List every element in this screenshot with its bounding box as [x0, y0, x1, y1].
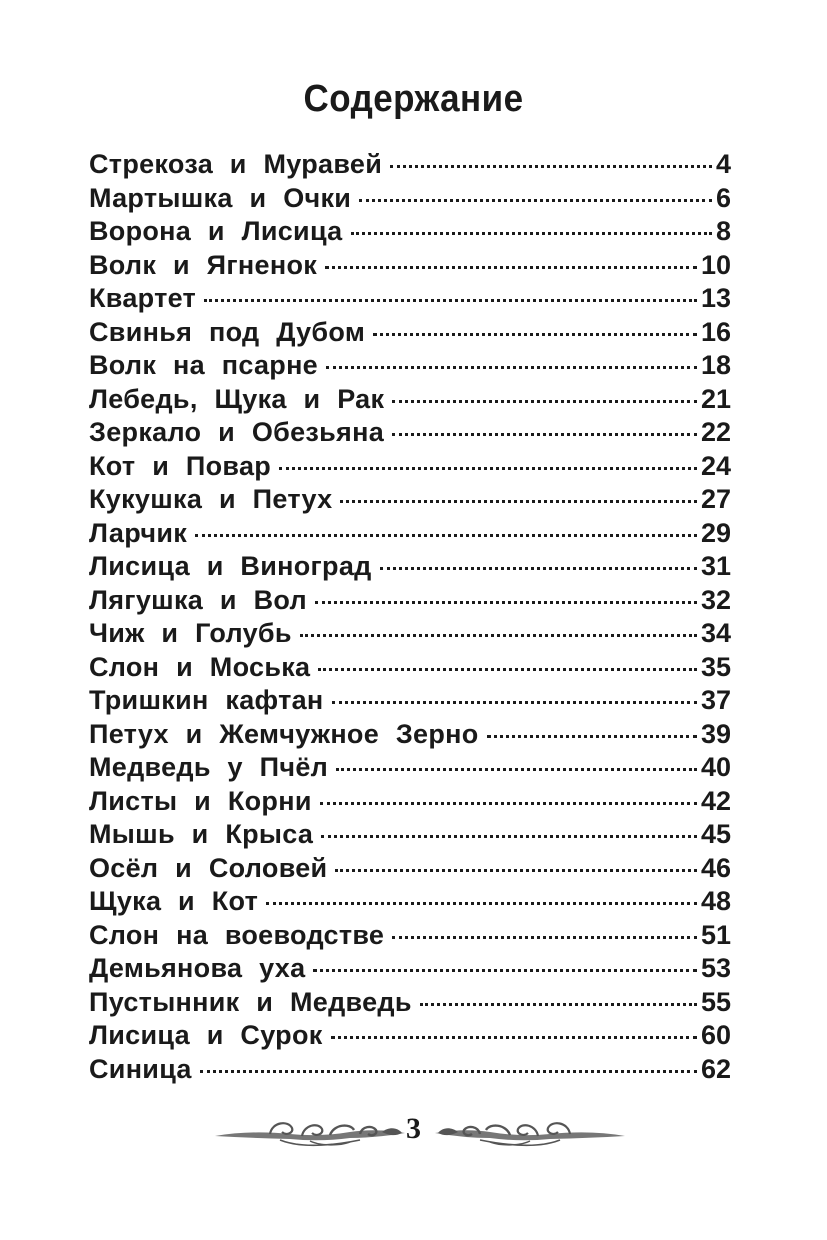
toc-dot-leader [200, 1069, 697, 1073]
toc-entry-page: 37 [700, 685, 731, 715]
toc-entry [89, 349, 731, 383]
toc-entry-title: Щука и Кот [89, 886, 259, 916]
toc-entry [89, 483, 731, 517]
toc-entry-page: 6 [715, 182, 731, 213]
toc-entry-page: 16 [700, 316, 731, 347]
toc-entry-title: Лисица и Сурок [89, 1020, 323, 1050]
toc-entry-title: Петух и Жемчужное Зерно [89, 718, 479, 749]
toc-dot-leader [392, 935, 697, 939]
toc-entry-title: Свинья под Дубом [89, 316, 366, 347]
toc-dot-leader [336, 767, 697, 771]
toc-entry-title: Зеркало и Обезьяна [89, 417, 385, 447]
toc-entry-title: Волк и Ягненок [89, 249, 318, 280]
toc-entry-page: 27 [700, 484, 731, 514]
toc-dot-leader [392, 399, 697, 403]
toc-dot-leader [195, 533, 697, 537]
toc-entry-title: Мартышка и Очки [89, 182, 352, 213]
toc-entry-title: Стрекоза и Муравей [89, 149, 383, 179]
toc-dot-leader [331, 1035, 697, 1039]
toc-dot-leader [380, 566, 697, 570]
toc-entry-title: Лисица и Виноград [89, 551, 372, 581]
toc-entry-title: Кот и Повар [89, 450, 272, 481]
toc-entry [89, 282, 731, 316]
toc-entry [89, 182, 731, 216]
toc-dot-leader [390, 164, 712, 168]
toc-dot-leader [325, 265, 697, 269]
toc-entry-page: 18 [700, 350, 731, 380]
toc-entry [89, 852, 731, 886]
toc-entry-page: 62 [700, 1053, 731, 1084]
toc-dot-leader [313, 968, 697, 972]
toc-dot-leader [335, 868, 697, 872]
toc-entry-page: 31 [700, 551, 731, 581]
toc-dot-leader [315, 600, 697, 604]
toc-entry [89, 718, 731, 752]
toc-entry-title: Демьянова уха [89, 953, 306, 983]
toc-entry [89, 249, 731, 283]
toc-entry-title: Ларчик [89, 517, 188, 548]
toc-entry-title: Чиж и Голубь [89, 618, 292, 648]
toc-entry-title: Осёл и Соловей [89, 852, 328, 883]
toc-entry-title: Медведь у Пчёл [89, 752, 329, 782]
toc-entry-title: Пустынник и Медведь [89, 986, 412, 1017]
toc-dot-leader [321, 834, 697, 838]
toc-entry-page: 29 [700, 517, 731, 548]
toc-entry-page: 42 [700, 785, 731, 816]
toc-entry-page: 46 [700, 852, 731, 883]
toc-entry-title: Слон и Моська [89, 651, 311, 682]
toc-entry [89, 684, 731, 718]
toc-entry [89, 584, 731, 618]
toc-dot-leader [359, 198, 712, 202]
toc-dot-leader [340, 499, 696, 503]
toc-entry [89, 651, 731, 685]
toc-dot-leader [487, 734, 697, 738]
toc-entry-page: 32 [700, 584, 731, 615]
toc-dot-leader [279, 466, 697, 470]
page-number: 3 [406, 1112, 421, 1145]
toc-entry-page: 34 [700, 618, 731, 648]
toc-entry-page: 60 [700, 1020, 731, 1050]
toc-dot-leader [266, 901, 697, 905]
toc-entry-page: 51 [700, 919, 731, 950]
toc-entry [89, 450, 731, 484]
toc-entry [89, 919, 731, 953]
toc-entry [89, 952, 731, 986]
page-footer [0, 1108, 827, 1158]
toc-entry [89, 215, 731, 249]
toc-entry [89, 383, 731, 417]
toc-entry-page: 40 [700, 752, 731, 782]
toc-entry-title: Синица [89, 1053, 192, 1084]
toc-dot-leader [351, 231, 712, 235]
flourish-ornament-icon [430, 1116, 630, 1150]
toc-entry-title: Листы и Корни [89, 785, 312, 816]
toc-entry [89, 785, 731, 819]
toc-entry [89, 550, 731, 584]
toc-entry [89, 517, 731, 551]
toc-entry-page: 22 [700, 417, 731, 447]
page-title: Содержание [303, 78, 524, 120]
toc-entry-title: Волк на псарне [89, 350, 318, 380]
toc-dot-leader [204, 298, 697, 302]
toc-entry-page: 4 [715, 149, 731, 179]
toc-entry [89, 1019, 731, 1053]
toc-dot-leader [392, 432, 697, 436]
toc-entry-page: 39 [700, 718, 731, 749]
toc-entry [89, 751, 731, 785]
toc-dot-leader [326, 365, 697, 369]
toc-entry-title: Кукушка и Петух [89, 484, 333, 514]
toc-entry-title: Ворона и Лисица [89, 216, 343, 246]
toc-entry-page: 55 [700, 986, 731, 1017]
toc-entry-page: 35 [700, 651, 731, 682]
toc-entry [89, 885, 731, 919]
toc-dot-leader [373, 332, 697, 336]
toc-entry-page: 45 [700, 819, 731, 849]
toc-entry-title: Мышь и Крыса [89, 819, 314, 849]
toc-entry-page: 48 [700, 886, 731, 916]
toc-dot-leader [420, 1002, 697, 1006]
toc-entry-title: Лягушка и Вол [89, 584, 307, 615]
toc-entry-page: 10 [700, 249, 731, 280]
toc-entry-page: 13 [700, 283, 731, 313]
toc-entry-page: 21 [700, 383, 731, 414]
toc-entry [89, 416, 731, 450]
toc-entry-page: 24 [700, 450, 731, 481]
toc-entry [89, 818, 731, 852]
toc-entry-title: Квартет [89, 283, 197, 313]
table-of-contents [89, 148, 731, 1086]
toc-entry-title: Слон на воеводстве [89, 919, 385, 950]
toc-dot-leader [318, 667, 697, 671]
toc-entry [89, 986, 731, 1020]
toc-dot-leader [332, 700, 697, 704]
toc-dot-leader [320, 801, 697, 805]
toc-entry [89, 1053, 731, 1087]
toc-entry-page: 8 [715, 216, 731, 246]
toc-entry [89, 316, 731, 350]
toc-entry-page: 53 [700, 953, 731, 983]
toc-entry [89, 617, 731, 651]
toc-entry [89, 148, 731, 182]
toc-dot-leader [300, 633, 697, 637]
toc-entry-title: Тришкин кафтан [89, 685, 324, 715]
toc-entry-title: Лебедь, Щука и Рак [89, 383, 385, 414]
